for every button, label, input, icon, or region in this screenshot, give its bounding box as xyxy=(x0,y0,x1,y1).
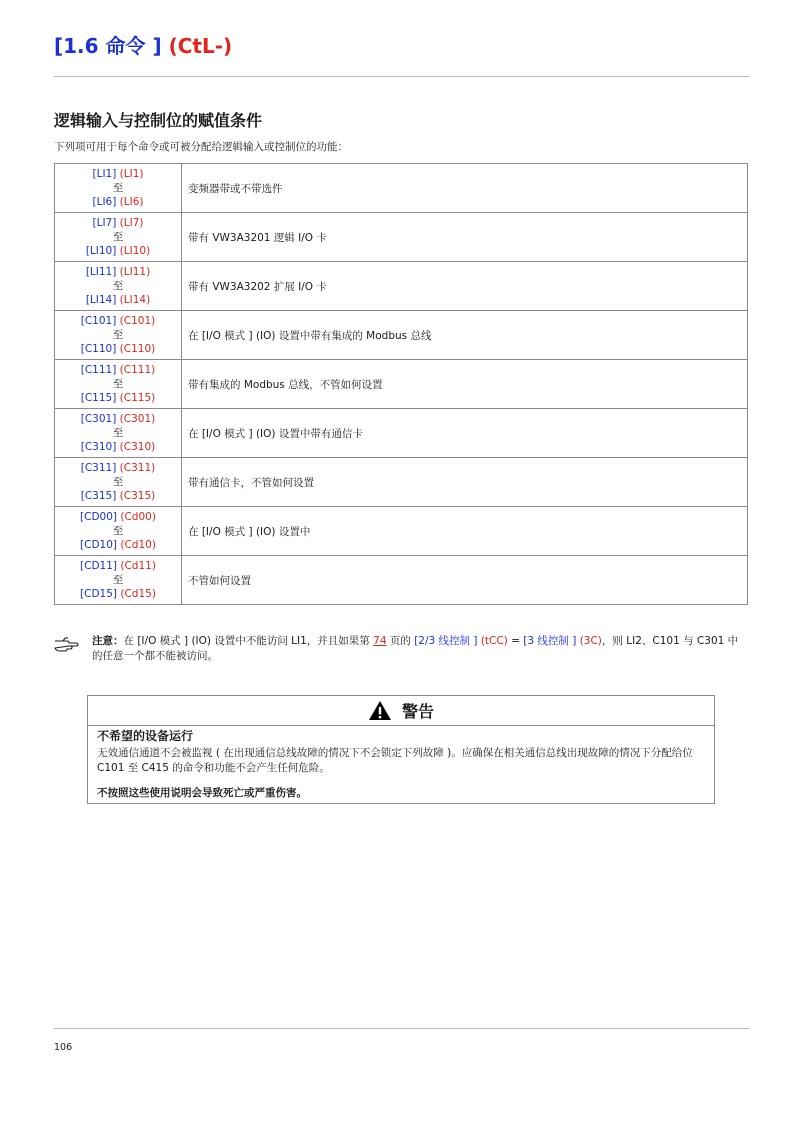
table-row xyxy=(55,213,748,262)
range-from-bracket: [LI11] xyxy=(85,266,117,278)
range-from xyxy=(55,265,181,279)
header-title-bracket: [1.6 命令 ] xyxy=(54,34,162,58)
pointing-hand-icon xyxy=(54,636,80,652)
range-to xyxy=(55,293,181,307)
note-text xyxy=(92,634,748,664)
range-to-bracket: [LI10] xyxy=(85,245,117,257)
description-cell: 带有 VW3A3202 扩展 I/O 卡 xyxy=(182,262,748,311)
warning-heading: 警告 xyxy=(401,702,434,721)
header-rule xyxy=(54,76,750,77)
assignment-table xyxy=(54,163,748,605)
note xyxy=(54,634,748,664)
range-cell xyxy=(55,507,182,556)
assignment-table-body xyxy=(55,164,748,605)
range-to-word: 至 xyxy=(112,231,124,243)
table-row xyxy=(55,164,748,213)
range-cell xyxy=(55,409,182,458)
warning-text: 无效通信通道不会被监视 ( 在出现通信总线故障的情况下不会锁定下列故障 )。应确保在相关通信总线出现故障的情况下分配给位 C101 至 C415 的命令和功能不会产生任何危险。 xyxy=(97,747,693,774)
warning-header xyxy=(88,696,714,726)
range-to-code: (C310) xyxy=(119,441,156,453)
range-from xyxy=(55,167,181,181)
range-from-bracket: [C101] xyxy=(80,315,117,327)
range-from xyxy=(55,363,181,377)
table-row xyxy=(55,458,748,507)
page-header-title xyxy=(54,30,232,59)
range-to-code: (LI6) xyxy=(119,196,144,208)
range-to-word: 至 xyxy=(112,476,124,488)
range-from-code: (Cd11) xyxy=(120,560,156,572)
footer-rule xyxy=(54,1028,750,1029)
range-to-word: 至 xyxy=(112,182,124,194)
range-cell xyxy=(55,556,182,605)
note-text-1: 在 [I/O 模式 ] (IO) 设置中不能访问 LI1，并且如果第 xyxy=(123,635,374,647)
note-equals: = xyxy=(507,635,524,647)
range-to-code: (LI10) xyxy=(119,245,151,257)
range-from-code: (C311) xyxy=(119,462,156,474)
range-to-bracket: [CD15] xyxy=(80,588,118,600)
range-to xyxy=(55,342,181,356)
range-cell xyxy=(55,262,182,311)
note-page-link[interactable]: 74 xyxy=(373,635,387,647)
range-to-bracket: [C310] xyxy=(80,441,117,453)
range-from-bracket: [C301] xyxy=(80,413,117,425)
range-to-bracket: [CD10] xyxy=(80,539,118,551)
range-from-bracket: [CD00] xyxy=(80,511,118,523)
header-title-code: (CtL-) xyxy=(168,34,233,58)
range-from-bracket: [LI7] xyxy=(92,217,117,229)
range-to-bracket: [C110] xyxy=(80,343,117,355)
description-cell: 在 [I/O 模式 ] (IO) 设置中 xyxy=(182,507,748,556)
range-from xyxy=(55,461,181,475)
note-param1-code: (tCC) xyxy=(480,635,508,647)
description-cell: 在 [I/O 模式 ] (IO) 设置中带有集成的 Modbus 总线 xyxy=(182,311,748,360)
note-text-2: 页的 xyxy=(386,635,415,647)
range-from-code: (C111) xyxy=(119,364,156,376)
table-row xyxy=(55,556,748,605)
range-from-code: (LI1) xyxy=(119,168,144,180)
range-to-code: (LI14) xyxy=(119,294,151,306)
note-param2-code: (3C) xyxy=(579,635,602,647)
range-cell xyxy=(55,458,182,507)
range-to-bracket: [C115] xyxy=(80,392,117,404)
range-to-bracket: [LI14] xyxy=(85,294,117,306)
range-to xyxy=(55,538,181,552)
range-to-code: (Cd10) xyxy=(120,539,156,551)
range-to xyxy=(55,244,181,258)
table-row xyxy=(55,262,748,311)
range-from-code: (Cd00) xyxy=(120,511,156,523)
note-param2-bracket: [3 线控制 ] xyxy=(523,635,577,647)
range-to-word: 至 xyxy=(112,378,124,390)
range-from xyxy=(55,559,181,573)
range-to-word: 至 xyxy=(112,525,124,537)
range-from-code: (LI7) xyxy=(119,217,144,229)
range-from-bracket: [LI1] xyxy=(92,168,117,180)
range-cell xyxy=(55,164,182,213)
section-intro: 下列项可用于每个命令或可被分配给逻辑输入或控制位的功能： xyxy=(54,141,348,153)
description-cell: 不管如何设置 xyxy=(182,556,748,605)
range-to-bracket: [LI6] xyxy=(92,196,117,208)
range-from xyxy=(55,412,181,426)
range-cell xyxy=(55,311,182,360)
range-from-code: (C101) xyxy=(119,315,156,327)
range-to-code: (C315) xyxy=(119,490,156,502)
table-row xyxy=(55,409,748,458)
note-text-3: ，则 LI2、C101 与 C301 中的任意一个都不能被访问。 xyxy=(92,635,739,662)
range-from-code: (C301) xyxy=(119,413,156,425)
description-cell: 变频器带或不带选件 xyxy=(182,164,748,213)
warning-consequence: 不按照这些使用说明会导致死亡或严重伤害。 xyxy=(97,787,307,799)
description-cell: 带有 VW3A3201 逻辑 I/O 卡 xyxy=(182,213,748,262)
table-row xyxy=(55,360,748,409)
range-from-code: (LI11) xyxy=(119,266,151,278)
note-label: 注意： xyxy=(92,635,124,647)
range-to xyxy=(55,195,181,209)
warning-body xyxy=(88,726,714,801)
section-heading: 逻辑输入与控制位的赋值条件 xyxy=(54,111,263,130)
range-to xyxy=(55,391,181,405)
description-cell: 带有集成的 Modbus 总线，不管如何设置 xyxy=(182,360,748,409)
range-to-word: 至 xyxy=(112,329,124,341)
range-to-word: 至 xyxy=(112,280,124,292)
range-to-code: (C115) xyxy=(119,392,156,404)
range-to xyxy=(55,440,181,454)
warning-subtitle: 不希望的设备运行 xyxy=(97,729,194,743)
range-from xyxy=(55,216,181,230)
range-to-word: 至 xyxy=(112,427,124,439)
warning-triangle-icon xyxy=(368,700,392,721)
range-to-code: (C110) xyxy=(119,343,156,355)
table-row xyxy=(55,311,748,360)
warning-box xyxy=(87,695,715,804)
page-number: 106 xyxy=(54,1042,73,1053)
range-to-bracket: [C315] xyxy=(80,490,117,502)
note-param1-bracket: [2/3 线控制 ] xyxy=(414,635,478,647)
table-row xyxy=(55,507,748,556)
range-to xyxy=(55,587,181,601)
range-to-word: 至 xyxy=(112,574,124,586)
range-from-bracket: [CD11] xyxy=(80,560,118,572)
range-cell xyxy=(55,213,182,262)
range-from-bracket: [C311] xyxy=(80,462,117,474)
range-from-bracket: [C111] xyxy=(80,364,117,376)
description-cell: 在 [I/O 模式 ] (IO) 设置中带有通信卡 xyxy=(182,409,748,458)
range-from xyxy=(55,510,181,524)
range-cell xyxy=(55,360,182,409)
range-to-code: (Cd15) xyxy=(120,588,156,600)
description-cell: 带有通信卡，不管如何设置 xyxy=(182,458,748,507)
range-to xyxy=(55,489,181,503)
range-from xyxy=(55,314,181,328)
